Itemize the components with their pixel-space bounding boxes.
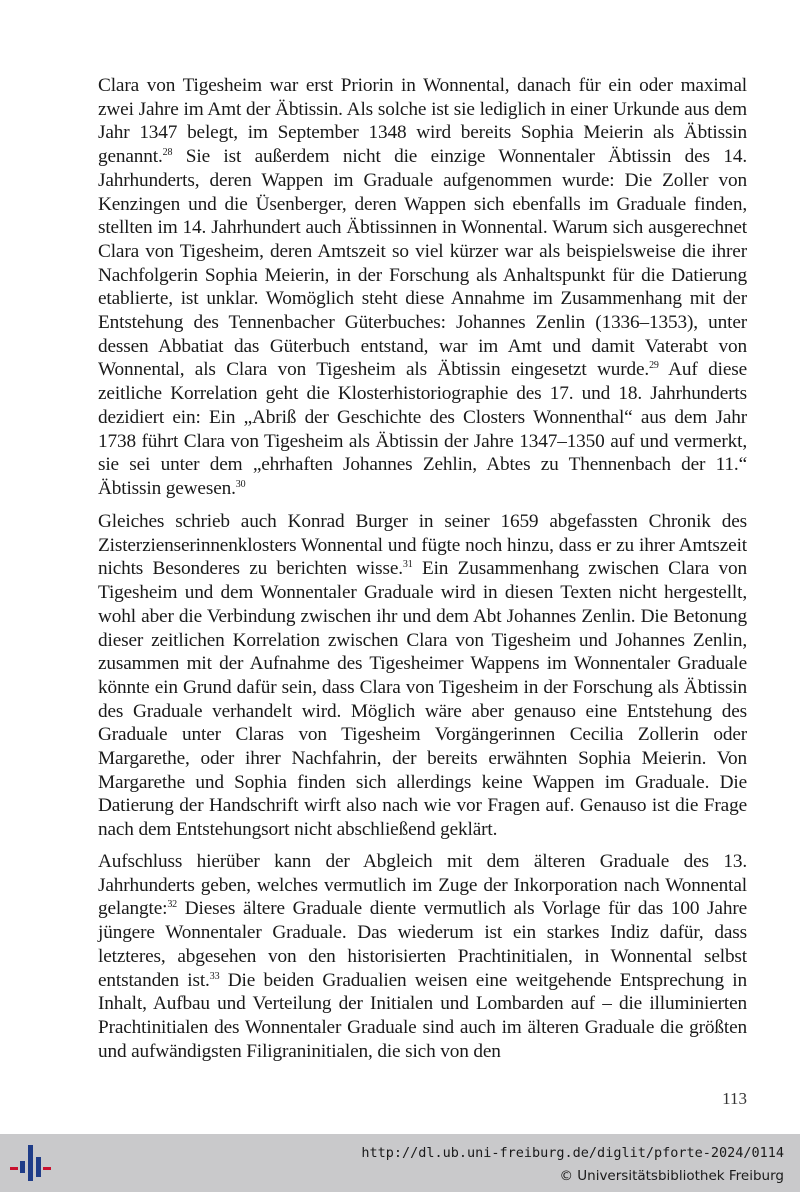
footnote-marker: 28: [162, 147, 173, 159]
body-paragraph-3: [98, 850, 747, 1063]
footnote-marker: 33: [209, 970, 220, 982]
footnote-marker: 31: [402, 559, 413, 571]
page-number: 113: [722, 1089, 747, 1108]
footer-bar: [0, 1134, 800, 1192]
footnote-marker: 29: [649, 360, 659, 372]
paragraph-text: [98, 850, 747, 1063]
text-run: Auf diese zeitliche Korrelation geht die Klosterhistoriographie des 17. und 18. Jahrhunderts dezidiert ein: Ein „Abriß der Geschichte des Closters Wonnenthal“ aus dem Jahr 1738 führt Clara von Tigesheim als Äbtissin der Jahre 1347–1350 auf und vermerkt, sie sei unter dem „ehrhaften Johannes Zehlin, Abtes zu Thennenbach der 11.“ Äbtissin gewesen.: [98, 359, 747, 499]
text-run: Sie ist außerdem nicht die einzige Wonnentaler Äbtissin des 14. Jahrhunderts, deren Wappen im Graduale aufgenommen wurde: Die Zoller von Kenzingen und die Üsenberger, deren Wappen sich ebenfalls im Graduale finden, stellten im 14. Jahrhundert auch Äbtissinnen in Wonnental. Warum sich ausgerechnet Clara von Tigesheim, deren Amtszeit so viel kürzer war als beispielsweise die ihrer Nachfolgerin Sophia Meierin, in der Forschung als Anhaltspunkt für die Datierung etablierte, ist unklar. Womöglich steht diese Annahme im Zusammenhang mit der Entstehung des Tennenbacher Güterbuches: Johannes Zenlin (1336–1353), unter dessen Abbatiat das Güterbuch entstand, war im Amt und damit Vaterabt von Wonnental, als Clara von Tigesheim als Äbtissin eingesetzt wurde.: [98, 146, 747, 381]
text-run: Die beiden Gradualien weisen eine weitgehende Entsprechung in Inhalt, Aufbau und Verteilung der Initialen und Lombarden auf – die illuminierten Prachtinitialen des Wonnentaler Graduale sind auch im älteren Graduale die größten und aufwändigsten Filigraninitialen, die sich von den: [98, 969, 747, 1062]
text-run: Clara von Tigesheim war erst Priorin in Wonnental, danach für ein oder maximal zwei Jahre im Amt der Äbtissin. Als solche ist sie lediglich in einer Urkunde aus dem Jahr 1347 belegt, im September 1348 wird bereits Sophia Meierin als Äbtissin genannt.: [98, 75, 747, 168]
paragraph-text: [98, 510, 747, 842]
ub-freiburg-logo-icon: [8, 1143, 52, 1183]
paragraph-text: [98, 74, 747, 501]
body-paragraph-2: [98, 510, 747, 842]
body-paragraph-1: [98, 74, 747, 501]
copyright-notice: © Universitätsbibliothek Freiburg: [559, 1168, 784, 1184]
text-run: Ein Zusammenhang zwischen Clara von Tigesheim und dem Wonnentaler Graduale wird in diesen Texten nicht hergestellt, wohl aber die Verbindung zwischen ihr und dem Abt Johannes Zenlin. Die Betonung dieser zeitlichen Korrelation zwischen Clara von Tigesheim und Johannes Zenlin, zusammen mit der Aufnahme des Tigesheimer Wappens im Wonnentaler Graduale könnte ein Grund dafür sein, dass Clara von Tigesheim in der Forschung als Äbtissin des Graduale verhandelt wird. Möglich wäre aber genauso eine Entstehung des Graduale unter Claras von Tigesheim Vorgängerinnen Cecilia Zollerin oder Margarethe, oder ihrer Nachfahrin, der bereits erwähnten Sophia Meierin. Von Margarethe und Sophia finden sich allerdings keine Wappen im Graduale. Die Datierung der Handschrift wirft also nach wie vor Fragen auf. Genauso ist die Frage nach dem Entstehungsort nicht abschließend geklärt.: [98, 558, 747, 841]
footnote-marker: 32: [167, 899, 178, 911]
text-run: Gleiches schrieb auch Konrad Burger in seiner 1659 abgefassten Chronik des Zisterzienserinnenklosters Wonnental und fügte noch hinzu, dass er zu ihrer Amtszeit nichts Besonderes zu berichten wisse.: [98, 511, 747, 580]
footnote-marker: 30: [235, 478, 246, 490]
text-run: Aufschluss hierüber kann der Abgleich mit dem älteren Graduale des 13. Jahrhunderts geben, welches vermutlich im Zuge der Inkorporation nach Wonnental gelangte:: [98, 851, 747, 920]
text-run: Dieses ältere Graduale diente vermutlich als Vorlage für das 100 Jahre jüngere Wonnentaler Graduale. Das wiederum ist ein starkes Indiz dafür, dass letzteres, abgesehen von den historisierten Prachtinitialen, in Wonnental selbst entstanden ist.: [98, 898, 747, 991]
source-url-link[interactable]: http://dl.ub.uni-freiburg.de/diglit/pforte-2024/0114: [361, 1145, 784, 1161]
